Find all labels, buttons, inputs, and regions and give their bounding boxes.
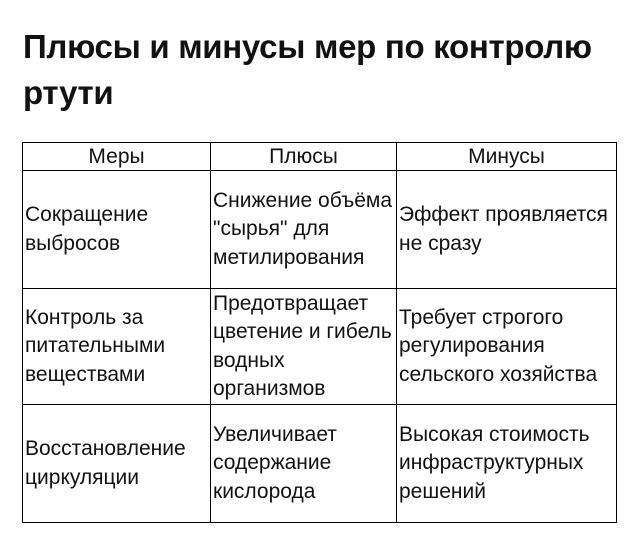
table-row	[23, 171, 617, 289]
cons-cell: Высокая стоимость инфраструктурных решений	[397, 405, 617, 523]
pros-cell: Снижение объёма "сырья" для метилирования	[211, 171, 397, 289]
table-row	[23, 289, 617, 405]
table-header-row	[23, 143, 617, 171]
measure-cell: Контроль за питательными веществами	[23, 289, 211, 405]
measure-cell: Сокращение выбросов	[23, 171, 211, 289]
pros-cell: Увеличивает содержание кислорода	[211, 405, 397, 523]
measures-table	[22, 142, 617, 523]
header-pros: Плюсы	[211, 143, 397, 171]
table-row	[23, 405, 617, 523]
measure-cell: Восстановление циркуляции	[23, 405, 211, 523]
header-measures: Меры	[23, 143, 211, 171]
pros-cell: Предотвращает цветение и гибель водных организмов	[211, 289, 397, 405]
cons-cell: Требует строгого регулирования сельского хозяйства	[397, 289, 617, 405]
cons-cell: Эффект проявляется не сразу	[397, 171, 617, 289]
header-cons: Минусы	[397, 143, 617, 171]
page-title: Плюсы и минусы мер по контролю ртути	[23, 28, 592, 111]
